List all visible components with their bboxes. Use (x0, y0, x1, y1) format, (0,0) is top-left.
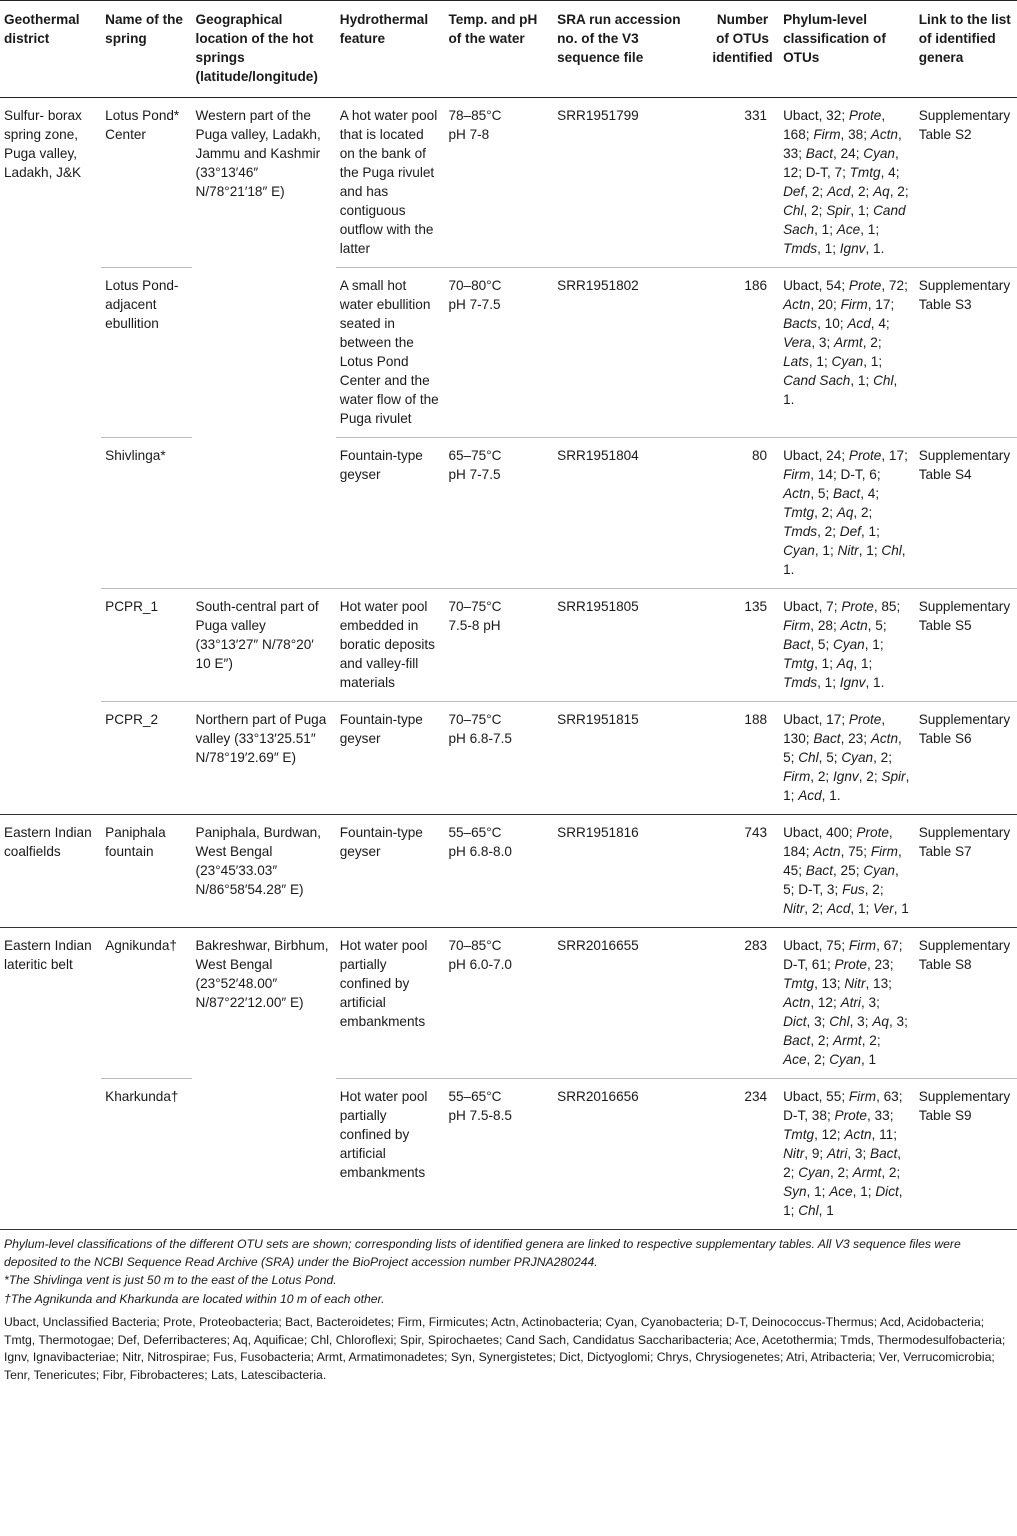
temperature-value: 78–85°C (448, 108, 502, 123)
cell-location (192, 268, 336, 438)
ph-value: pH 6.8-8.0 (448, 844, 512, 859)
temperature-value: 70–75°C (448, 599, 502, 614)
cell-location: Northern part of Puga valley (33°13′25.51″ N/78°19′2.69″ E) (192, 702, 336, 815)
ph-value: 7.5-8 pH (448, 618, 501, 633)
cell-phylum-classification: Ubact, 17; Prote, 130; Bact, 23; Actn, 5; Chl, 5; Cyan, 2; Firm, 2; Ignv, 2; Spir, 1; Acd, 1. (779, 702, 915, 815)
cell-temp-ph (444, 268, 553, 438)
cell-spring-name: PCPR_1 (101, 589, 191, 702)
cell-feature: A small hot water ebullition seated in between the Lotus Pond Center and the water flow of the Puga rivulet (336, 268, 445, 438)
header-sra-accession: SRA run accession no. of the V3 sequence file (557, 12, 681, 65)
cell-spring-name: PCPR_2 (101, 702, 191, 815)
header-geothermal-district: Geothermal district (4, 12, 80, 46)
cell-temp-ph (444, 702, 553, 815)
cell-location: Western part of the Puga valley, Ladakh, Jammu and Kashmir (33°13′46″ N/78°21′18″ E) (195, 108, 321, 199)
cell-spring-name: Kharkunda† (101, 1079, 191, 1230)
cell-sra-accession: SRR1951815 (553, 702, 706, 815)
cell-otu-count: 331 (744, 108, 768, 123)
cell-phylum-classification: Ubact, 32; Prote, 168; Firm, 38; Actn, 33; Bact, 24; Cyan, 12; D-T, 7; Tmtg, 4; Def, 2; Acd, 2; Aq, 2; Chl, 2; Spir, 1; Cand Sach, 1; Ace, 1; Tmds, 1; Ignv, 1. (783, 108, 909, 256)
cell-feature: Fountain-type geyser (336, 702, 445, 815)
cell-otu-count: 186 (706, 268, 779, 438)
header-temp-ph: Temp. and pH of the water (448, 12, 538, 46)
cell-genera-link: Supplementary Table S8 (918, 938, 1011, 972)
cell-sra-accession: SRR1951802 (553, 268, 706, 438)
cell-spring-name: Lotus Pond-adjacent ebullition (101, 268, 191, 438)
cell-phylum-classification: Ubact, 7; Prote, 85; Firm, 28; Actn, 5; Bact, 5; Cyan, 1; Tmtg, 1; Aq, 1; Tmds, 1; Ignv, 1. (779, 589, 915, 702)
cell-district (0, 702, 101, 815)
table-row (0, 815, 1017, 928)
cell-spring-name: Agnikunda† (105, 938, 177, 953)
cell-location (192, 1079, 336, 1230)
header-phylum: Phylum-level classification of OTUs (783, 12, 886, 65)
cell-temp-ph (444, 438, 553, 589)
table-row (0, 438, 1017, 589)
temperature-value: 55–65°C (448, 825, 502, 840)
cell-spring-name: Lotus Pond* Center (105, 108, 180, 142)
ph-value: pH 7-7.5 (448, 297, 501, 312)
ph-value: pH 6.0-7.0 (448, 957, 512, 972)
cell-genera-link: Supplementary Table S9 (915, 1079, 1017, 1230)
cell-feature: Hot water pool embedded in boratic deposits and valley-fill materials (336, 589, 445, 702)
cell-sra-accession: SRR1951816 (557, 825, 639, 840)
header-spring-name: Name of the spring (105, 12, 183, 46)
cell-location: South-central part of Puga valley (33°13′27″ N/78°20′ 10 E″) (192, 589, 336, 702)
temperature-value: 65–75°C (448, 448, 502, 463)
header-genera-link: Link to the list of identified genera (918, 12, 1011, 65)
header-otu-count: Number of OTUs identified (712, 12, 773, 65)
cell-temp-ph (444, 589, 553, 702)
cell-district: Sulfur- borax spring zone, Puga valley, Ladakh, J&K (4, 108, 82, 180)
cell-feature: Fountain-type geyser (336, 438, 445, 589)
cell-genera-link: Supplementary Table S5 (915, 589, 1017, 702)
cell-otu-count: 283 (744, 938, 768, 953)
ph-value: pH 7.5-8.5 (448, 1108, 512, 1123)
temperature-value: 70–75°C (448, 712, 502, 727)
cell-temp-ph (444, 928, 553, 1079)
footnote-star: *The Shivlinga vent is just 50 m to the east of the Lotus Pond. (4, 1273, 337, 1287)
cell-feature: Hot water pool partially confined by artificial embankments (336, 1079, 445, 1230)
temperature-value: 70–85°C (448, 938, 502, 953)
cell-district (0, 268, 101, 438)
cell-location: Paniphala, Burdwan, West Bengal (23°45′33.03″ N/86°58′54.28″ E) (195, 825, 321, 897)
cell-temp-ph (444, 815, 553, 928)
cell-location: Bakreshwar, Birbhum, West Bengal (23°52′48.00″ N/87°22′12.00″ E) (195, 938, 329, 1010)
ph-value: pH 6.8-7.5 (448, 731, 512, 746)
cell-temp-ph (444, 98, 553, 268)
cell-district (0, 438, 101, 589)
cell-otu-count: 188 (706, 702, 779, 815)
ph-value: pH 7-8 (448, 127, 490, 142)
cell-feature: Fountain-type geyser (339, 825, 423, 859)
cell-phylum-classification: Ubact, 24; Prote, 17; Firm, 14; D-T, 6; Actn, 5; Bact, 4; Tmtg, 2; Aq, 2; Tmds, 2; Def, 1; Cyan, 1; Nitr, 1; Chl, 1. (779, 438, 915, 589)
table-row (0, 1079, 1017, 1230)
abbreviation-list: Ubact, Unclassified Bacteria; Prote, Proteobacteria; Bact, Bacteroidetes; Firm, Firmicutes; Actn, Actinobacteria; Cyan, Cyanobacteria; D-T, Deinococcus-Thermus; Acd, Acidobacteria; Tmtg, Thermotogae; Def, Deferribacteres; Aq, Aquificae; Chl, Chloroflexi; Spir, Spirochaetes; Cand Sach, Candidatus Saccharibacteria; Ace, Acetothermia; Tmds, Thermodesulfobacteria; Ignv, Ignavibacteriae; Nitr, Nitrospirae; Fus, Fusobacteria; Armt, Armatimonadetes; Syn, Synergistetes; Dict, Dictyoglomi; Chrys, Chrysiogenetes; Atri, Atribacteria; Ver, Verrucomicrobia; Tenr, Tenericutes; Fibr, Fibrobacteres; Lats, Latescibacteria. (4, 1315, 1006, 1382)
cell-spring-name: Paniphala fountain (105, 825, 166, 859)
header-location: Geographical location of the hot springs (latitude/longitude) (195, 12, 318, 84)
temperature-value: 70–80°C (448, 278, 502, 293)
cell-location (192, 438, 336, 589)
cell-phylum-classification: Ubact, 75; Firm, 67; D-T, 61; Prote, 23; Tmtg, 13; Nitr, 13; Actn, 12; Atri, 3; Dict, 3; Chl, 3; Aq, 3; Bact, 2; Armt, 2; Ace, 2; Cyan, 1 (783, 938, 908, 1067)
cell-phylum-classification: Ubact, 54; Prote, 72; Actn, 20; Firm, 17; Bacts, 10; Acd, 4; Vera, 3; Armt, 2; Lats, 1; Cyan, 1; Cand Sach, 1; Chl, 1. (779, 268, 915, 438)
cell-otu-count: 743 (744, 825, 768, 840)
table-body (0, 98, 1017, 1230)
cell-district: Eastern Indian lateritic belt (4, 938, 92, 972)
cell-sra-accession: SRR1951804 (553, 438, 706, 589)
cell-sra-accession: SRR1951799 (557, 108, 639, 123)
cell-genera-link: Supplementary Table S6 (915, 702, 1017, 815)
cell-phylum-classification: Ubact, 400; Prote, 184; Actn, 75; Firm, 45; Bact, 25; Cyan, 5; D-T, 3; Fus, 2; Nitr, 2; Acd, 1; Ver, 1 (783, 825, 909, 916)
table-row (0, 928, 1017, 1079)
cell-otu-count: 135 (706, 589, 779, 702)
table-row (0, 589, 1017, 702)
cell-genera-link: Supplementary Table S4 (915, 438, 1017, 589)
cell-feature: Hot water pool partially confined by artificial embankments (339, 938, 428, 1029)
cell-district: Eastern Indian coalfields (4, 825, 92, 859)
table-caption: Phylum-level classifications of the different OTU sets are shown; corresponding lists of identified genera are linked to respective supplementary tables. All V3 sequence files were deposited to the NCBI Sequence Read Archive (SRA) under the BioProject accession number PRJNA280244. (4, 1237, 961, 1269)
header-hydrothermal-feature: Hydrothermal feature (339, 12, 429, 46)
cell-sra-accession: SRR2016656 (553, 1079, 706, 1230)
cell-genera-link: Supplementary Table S3 (915, 268, 1017, 438)
cell-temp-ph (444, 1079, 553, 1230)
cell-spring-name: Shivlinga* (101, 438, 191, 589)
cell-genera-link: Supplementary Table S7 (918, 825, 1011, 859)
table-row (0, 702, 1017, 815)
cell-sra-accession: SRR2016655 (557, 938, 639, 953)
cell-feature: A hot water pool that is located on the bank of the Puga rivulet and has contiguous outflow with the latter (339, 108, 438, 256)
table-row (0, 98, 1017, 268)
cell-phylum-classification: Ubact, 55; Firm, 63; D-T, 38; Prote, 33; Tmtg, 12; Actn, 11; Nitr, 9; Atri, 3; Bact, 2; Cyan, 2; Armt, 2; Syn, 1; Ace, 1; Dict, 1; Chl, 1 (779, 1079, 915, 1230)
cell-otu-count: 234 (706, 1079, 779, 1230)
ph-value: pH 7-7.5 (448, 467, 501, 482)
cell-district (0, 589, 101, 702)
cell-district (0, 1079, 101, 1230)
footnote-dagger: †The Agnikunda and Kharkunda are located within 10 m of each other. (4, 1291, 385, 1306)
cell-otu-count: 80 (706, 438, 779, 589)
cell-genera-link: Supplementary Table S2 (918, 108, 1011, 142)
temperature-value: 55–65°C (448, 1089, 502, 1104)
header-row (0, 1, 1017, 98)
cell-sra-accession: SRR1951805 (553, 589, 706, 702)
table-footnotes (0, 1230, 1017, 1384)
table-row (0, 268, 1017, 438)
